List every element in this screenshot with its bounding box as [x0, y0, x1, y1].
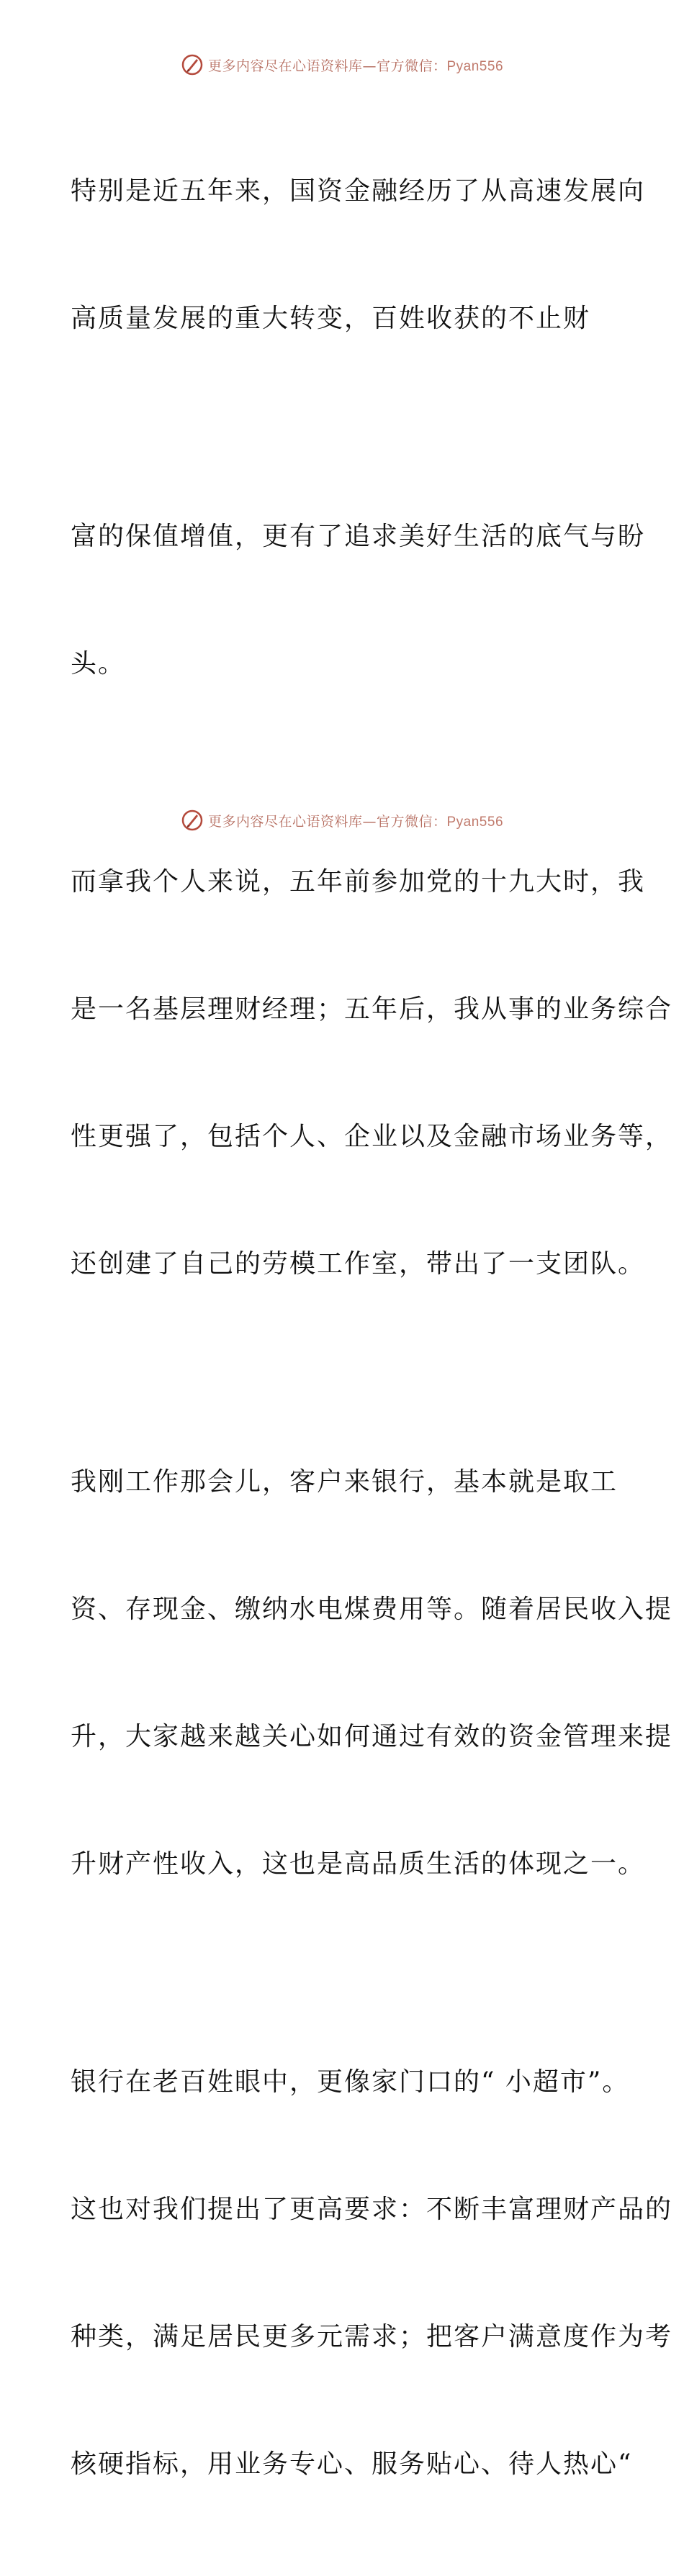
paragraph-2 — [71, 430, 646, 770]
text-line: 特别是近五年来，国资金融经历了从高速发展向 — [71, 176, 646, 206]
watermark-text — [208, 811, 503, 830]
text-line: 银行在老百姓眼中，更像家门口的“ 小超市”。 — [71, 2067, 630, 2097]
watermark-wechat-id: Pyan556 — [446, 58, 504, 74]
paragraph-1 — [71, 85, 646, 425]
paragraph-4 — [71, 1376, 673, 1970]
watermark-wechat-id: Pyan556 — [446, 814, 504, 830]
text-line: 性更强了，包括个人、企业以及金融市场业务等， — [71, 1122, 673, 1151]
watermark-text — [208, 55, 503, 75]
watermark-label: 更多内容尽在心语资料库—官方微信： — [207, 58, 447, 74]
quill-pen-logo-icon — [181, 809, 204, 832]
text-line: 升财产性收入，这也是高品质生活的体现之一。 — [71, 1849, 646, 1879]
document-body — [71, 85, 673, 2576]
text-line: 资、存现金、缴纳水电煤费用等。随着居民收入提 — [71, 1595, 673, 1624]
watermark-label: 更多内容尽在心语资料库—官方微信： — [207, 813, 447, 830]
text-line: 富的保值增值，更有了追求美好生活的底气与盼 — [71, 522, 646, 551]
text-line: 升，大家越来越关心如何通过有效的资金管理来提 — [71, 1722, 673, 1751]
quill-pen-logo-icon — [181, 53, 204, 76]
header-watermark — [0, 50, 684, 79]
text-line: 而拿我个人来说，五年前参加党的十九大时，我 — [71, 867, 646, 897]
text-line: 还创建了自己的劳模工作室，带出了一支团队。 — [71, 1249, 646, 1279]
text-line: 种类，满足居民更多元需求；把客户满意度作为考 — [71, 2322, 673, 2351]
text-line: 是一名基层理财经理；五年后，我从事的业务综合 — [71, 994, 673, 1024]
paragraph-3 — [71, 776, 673, 1370]
text-line: 核硬指标，用业务专心、服务贴心、待人热心“ — [71, 2449, 633, 2479]
paragraph-5 — [71, 1976, 673, 2570]
text-line: 这也对我们提出了更高要求：不断丰富理财产品的 — [71, 2195, 673, 2224]
footer-watermark — [0, 806, 684, 835]
text-line: 高质量发展的重大转变，百姓收获的不止财 — [71, 304, 591, 333]
text-line: 头。 — [71, 649, 126, 679]
text-line: 我刚工作那会儿，客户来银行，基本就是取工 — [71, 1467, 618, 1497]
